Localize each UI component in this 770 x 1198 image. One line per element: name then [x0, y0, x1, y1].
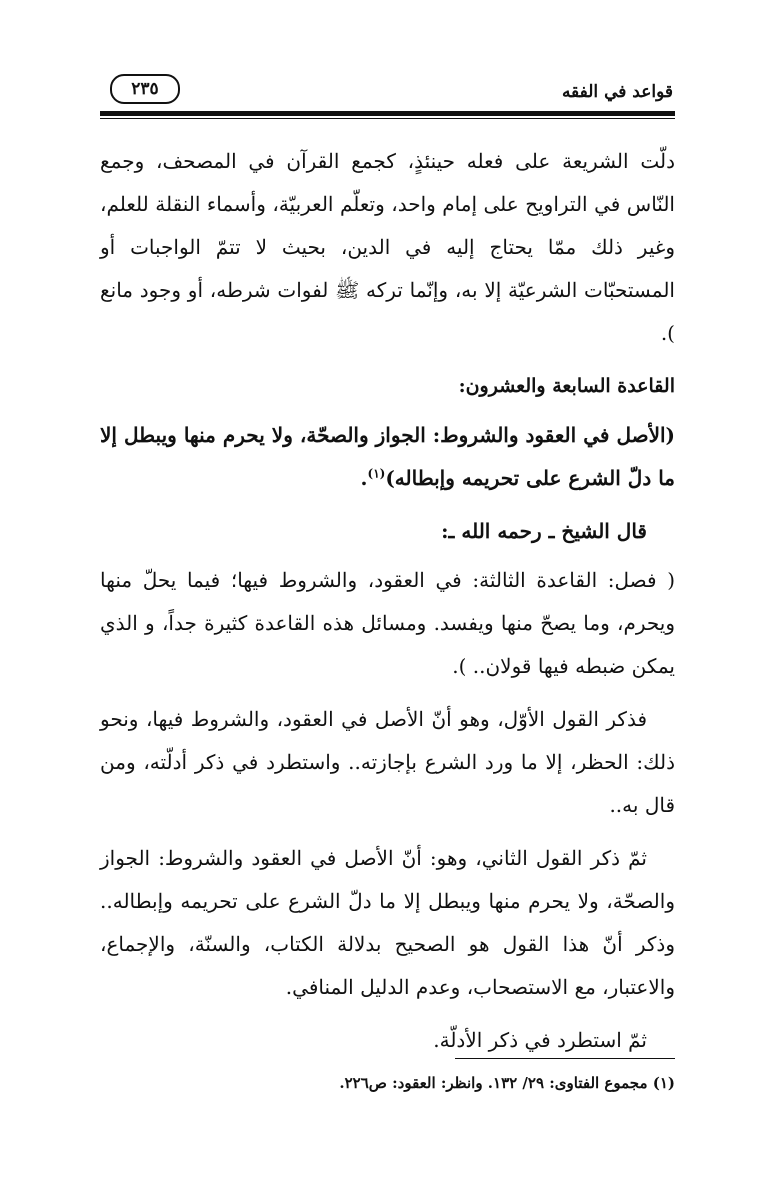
footnote-ref: (١) [367, 466, 386, 481]
footnote: (١) مجموع الفتاوى: ٢٩/ ١٣٢. وانظر: العقود: ص٢٢٦. [339, 1074, 675, 1092]
page-number: ٢٣٥ [110, 74, 180, 104]
paragraph-second-opinion: ثمّ ذكر القول الثاني، وهو: أنّ الأصل في العقود والشروط: الجواز والصحّة، ولا يحرم منها ويبطل إلا ما دلّ الشرع على تحريمه وإبطاله.. وذكر أنّ هذا القول هو الصحيح بدلالة الكتاب، والسنّة، والإجماع، والاعتبار، مع الاستصحاب، وعدم الدليل المنافي. [100, 846, 675, 999]
quoted-section: ( فصل: القاعدة الثالثة: في العقود، والشروط فيها؛ فيما يحلّ منها ويحرم، وما يصحّ منها ويفسد. ومسائل هذه القاعدة كثيرة جداً، و الذي يمكن ضبطه فيها قولان.. ). [100, 568, 675, 678]
paragraph-first-opinion: فذكر القول الأوّل، وهو أنّ الأصل في العقود، والشروط فيها، ونحو ذلك: الحظر، إلا ما ورد الشرع بإجازته.. واستطرد في ذكر أدلّته، ومن قال به.. [100, 707, 675, 817]
rule-statement [100, 414, 675, 500]
header-rule-thick [100, 111, 675, 116]
paragraph-closing: ثمّ استطرد في ذكر الأدلّة. [433, 1028, 647, 1052]
running-title: قواعد في الفقه [561, 82, 673, 102]
rule-statement-text: (الأصل في العقود والشروط: الجواز والصحّة، ولا يحرم منها ويبطل إلا ما دلّ الشرع على تحريمه وإبطاله) [100, 423, 675, 490]
header-rule-thin [100, 118, 675, 119]
main-text [100, 140, 675, 1072]
rule-heading: القاعدة السابعة والعشرون: [458, 375, 675, 397]
shaykh-said: قال الشيخ ـ رحمه الله ـ: [441, 519, 647, 543]
footnote-separator [455, 1058, 675, 1059]
rule-statement-end: . [360, 466, 368, 490]
page-header [100, 72, 675, 106]
paragraph-continuation: دلّت الشريعة على فعله حينئذٍ، كجمع القرآن في المصحف، وجمع النّاس في التراويح على إمام واحد، وتعلّم العربيّة، وأسماء النقلة للعلم، وغير ذلك ممّا يحتاج إليه في الدين، بحيث لا تتمّ الواجبات أو المستحبّات الشرعيّة إلا به، وإنّما تركه ﷺ لفوات شرطه، أو وجود مانع ). [100, 149, 675, 345]
